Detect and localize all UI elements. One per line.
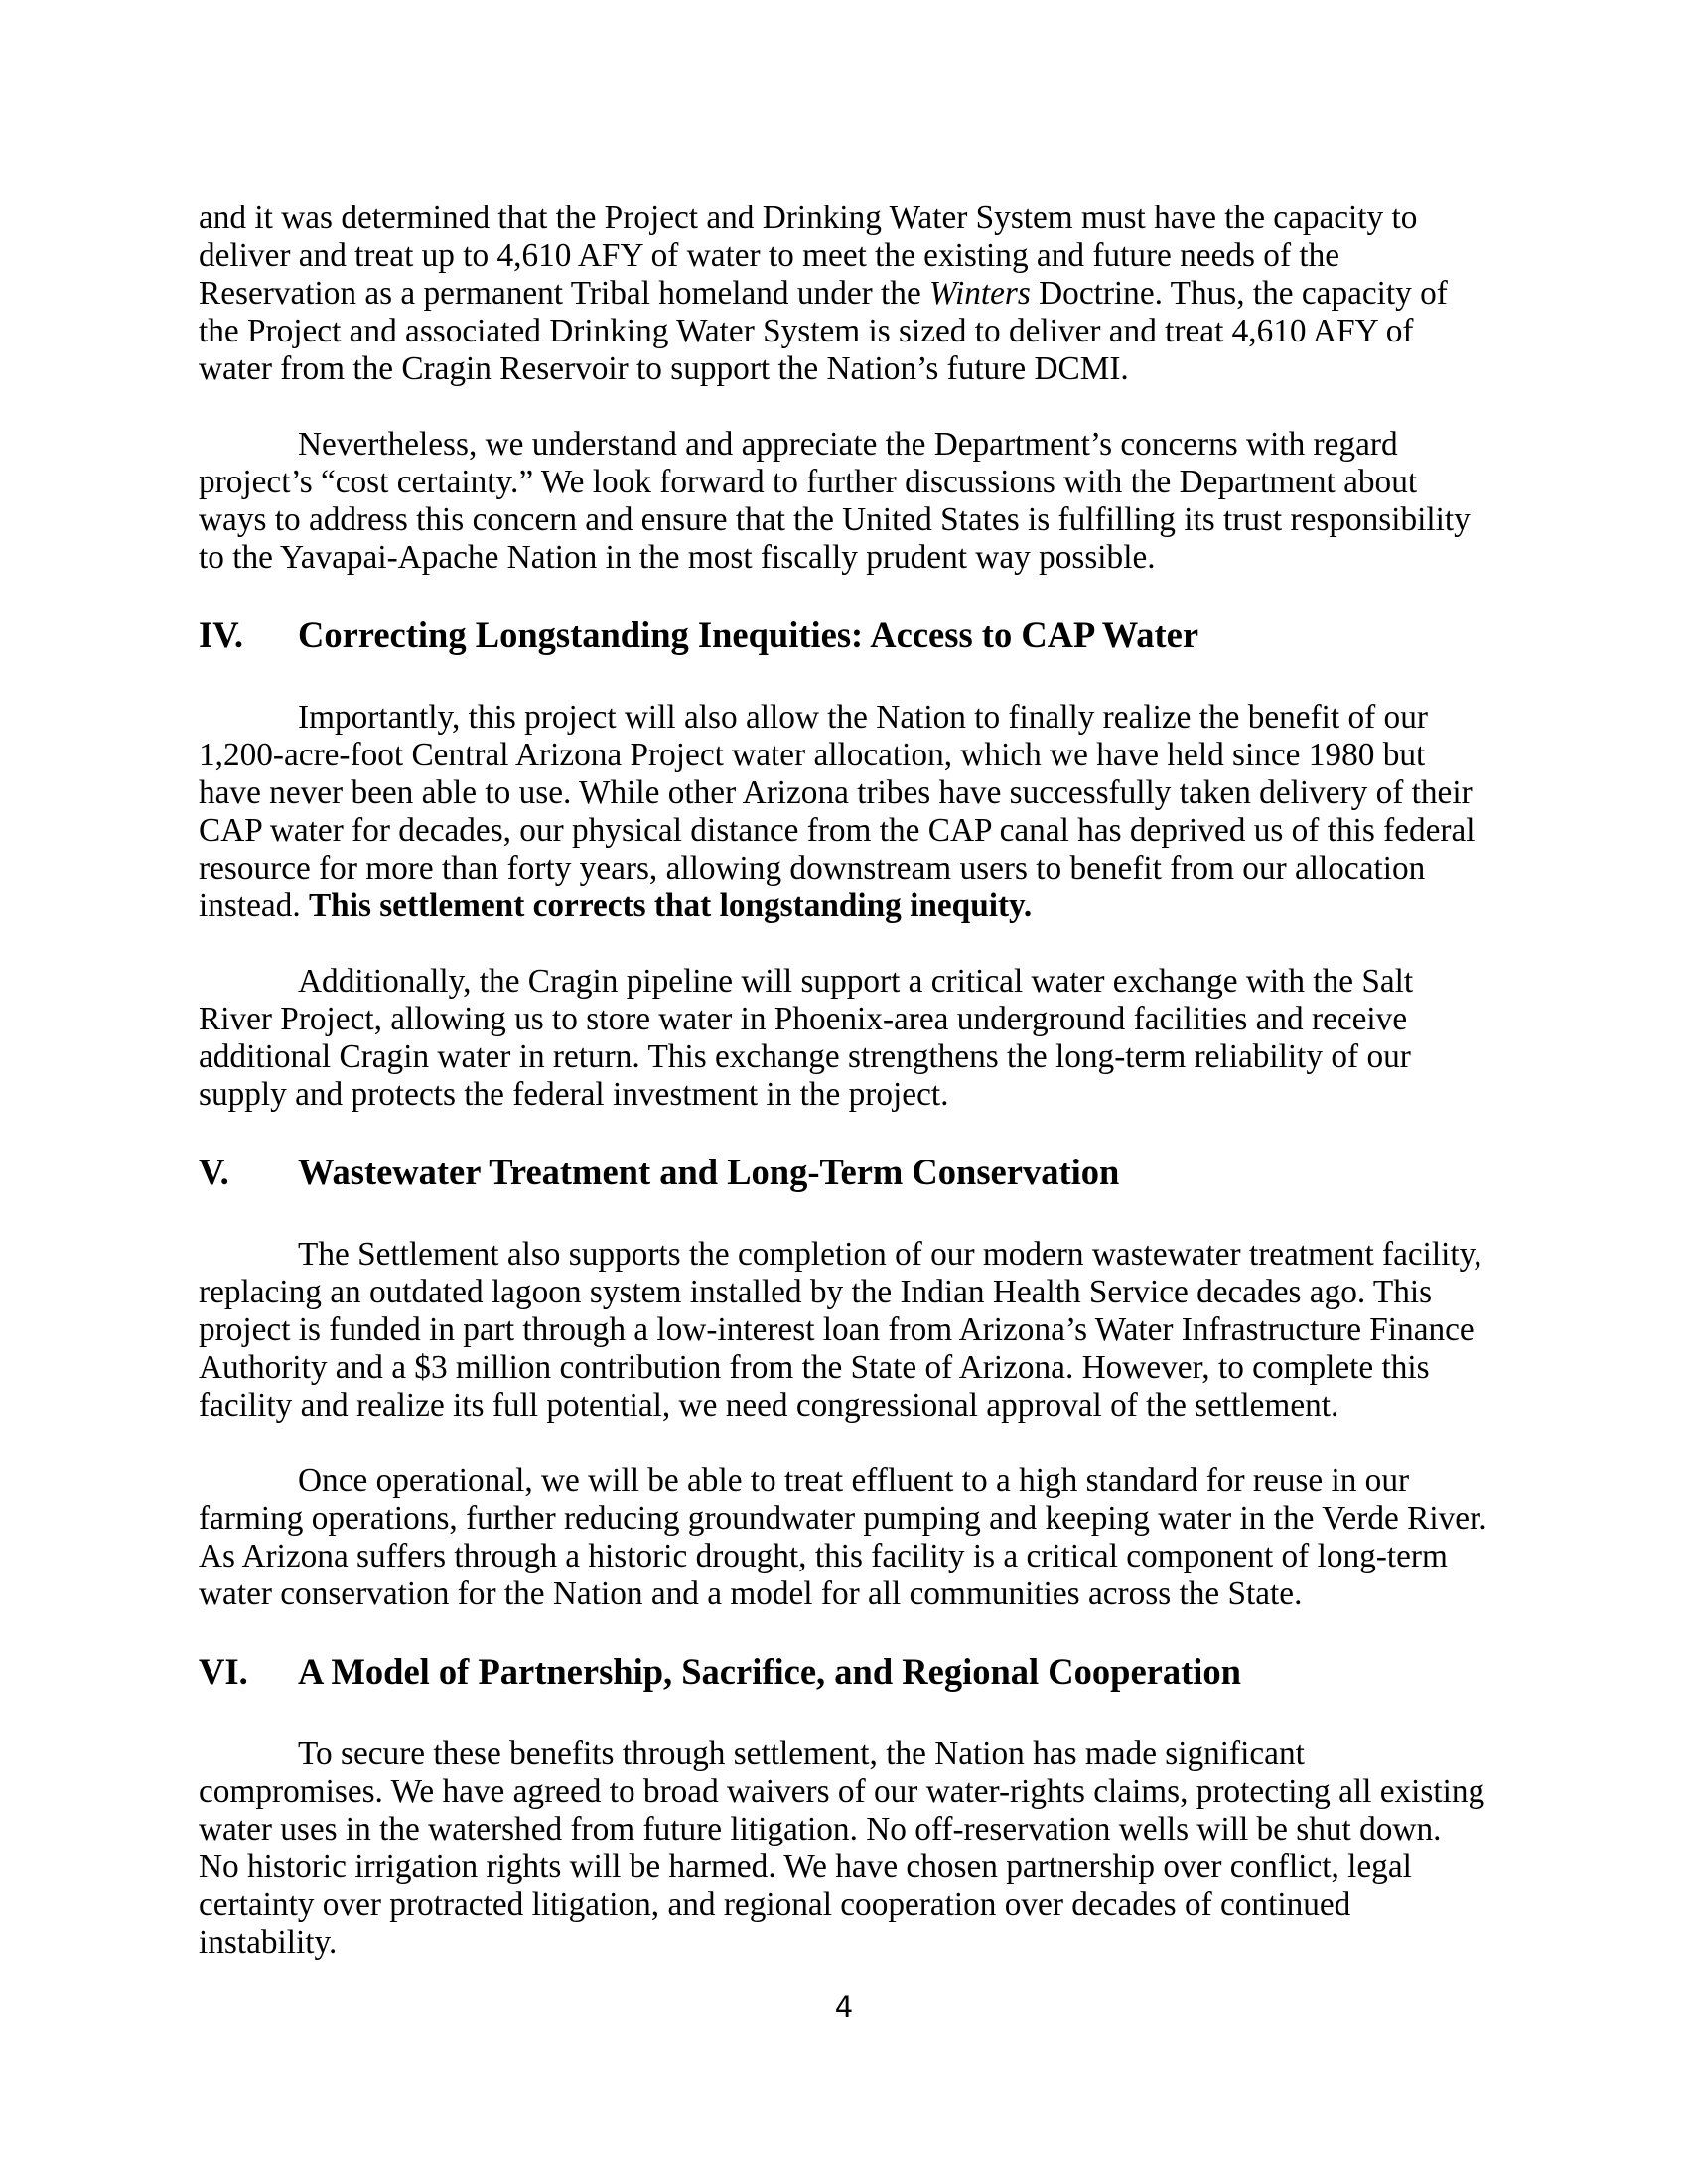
section-heading-vi [199,1650,1489,1694]
page-number: 4 [834,1990,854,2024]
paragraph-text: Doctrine. Thus, the capacity of the Project and associated Drinking Water System is sized to deliver and treat 4,610 AFY of water from the Cragin Reservoir to support the Nation’s future DCMI. [199,275,1448,387]
paragraph-cost-certainty: Nevertheless, we understand and appreciate the Department’s concerns with regard project’s “cost certainty.” We look forward to further discussions with the Department about ways to address this concern and ensure that the United States is fulfilling its trust responsibility to the Yavapai-Apache Nation in the most fiscally prudent way possible. [199,426,1471,576]
bold-statement: This settlement corrects that longstanding inequity. [308,887,1033,924]
section-heading-v [199,1151,1489,1194]
paragraph-water-exchange: Additionally, the Cragin pipeline will support a critical water exchange with the Salt River Project, allowing us to store water in Phoenix-area underground facilities and receive additional Cragin water in return. This exchange strengthens the long-term reliability of our supply and protects the federal investment in the project. [199,963,1414,1113]
section-number: VI. [199,1651,248,1692]
paragraph-text: and it was determined that the Project and Drinking Water System must have the capacity to deliver and treat up to 4,610 AFY of water to meet the existing and future needs of the Reservation as a permanent Tribal homeland under the [199,200,1418,312]
paragraph-effluent-reuse: Once operational, we will be able to treat effluent to a high standard for reuse in our farming operations, further reducing groundwater pumping and keeping water in the Verde River. As Arizona suffers through a historic drought, this facility is a critical component of long-term water conservation for the Nation and a model for all communities across the State. [199,1462,1487,1612]
section-number: V. [199,1152,229,1192]
section-title: Wastewater Treatment and Long-Term Conservation [298,1152,1120,1192]
paragraph-wastewater-facility: The Settlement also supports the completion of our modern wastewater treatment facility, replacing an outdated lagoon system installed by the Indian Health Service decades ago. This project is funded in part through a low-interest loan from Arizona’s Water Infrastructure Finance Authority and a $3 million contribution from the State of Arizona. However, to complete this facility and realize its full potential, we need congressional approval of the settlement. [199,1236,1482,1424]
paragraph-cap-allocation [199,699,1489,925]
section-title: A Model of Partnership, Sacrifice, and Regional Cooperation [298,1651,1241,1692]
paragraph-capacity-winters [199,200,1489,388]
paragraph-compromises: To secure these benefits through settlement, the Nation has made significant compromises. We have agreed to broad waivers of our water-rights claims, protecting all existing water uses in the watershed from future litigation. No off-reservation wells will be shut down. No historic irrigation rights will be harmed. We have chosen partnership over conflict, legal certainty over protracted litigation, and regional cooperation over decades of continued instability. [199,1735,1485,1961]
italic-term-winters: Winters [929,275,1031,312]
section-heading-iv [199,614,1489,657]
paragraph-text: Importantly, this project will also allow the Nation to finally realize the benefit of our 1,200-acre-foot Central Arizona Project water allocation, which we have held since 1980 but have never been able to use. While other Arizona tribes have successfully taken delivery of their CAP water for decades, our physical distance from the CAP canal has deprived us of this federal resource for more than forty years, allowing downstream users to benefit from our allocation instead. [199,699,1476,924]
section-title: Correcting Longstanding Inequities: Access to CAP Water [298,614,1199,655]
section-number: IV. [199,614,243,655]
